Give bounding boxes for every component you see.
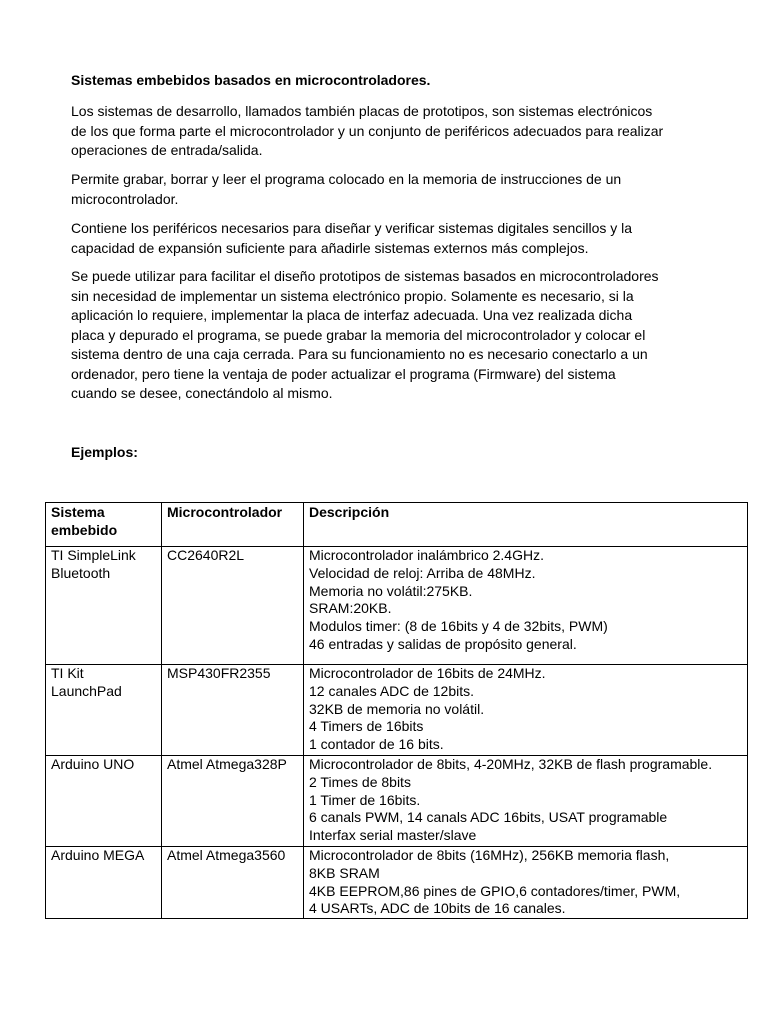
paragraph-line: microcontrolador. [71, 190, 179, 207]
header-text: Sistema [51, 504, 105, 520]
paragraph-line: aplicación lo requiere, implementar la placa de interfaz adecuada. Una vez realizada dicha [71, 307, 633, 323]
cell-text: Modulos timer: (8 de 16bits y 4 de 32bits, PWM) [309, 618, 608, 635]
cell-text: Arduino UNO [51, 756, 135, 772]
paragraph-intro [71, 102, 751, 161]
cell-microcontroller [162, 847, 304, 919]
cell-text: 4KB EEPROM,86 pines de GPIO,6 contadores/timer, PWM, [309, 882, 681, 899]
cell-text: SRAM:20KB. [309, 600, 392, 617]
cell-text: TI Kit [51, 665, 84, 681]
cell-text: 8KB SRAM [309, 864, 380, 881]
paragraph-programming [71, 170, 751, 209]
cell-system [46, 665, 162, 756]
cell-text: 1 Timer de 16bits. [309, 791, 421, 808]
examples-heading: Ejemplos: [71, 444, 138, 460]
cell-text: Atmel Atmega328P [167, 756, 287, 772]
table-row [46, 665, 748, 756]
cell-text: Interfax serial master/slave [309, 827, 477, 844]
table-row [46, 756, 748, 847]
cell-text: Memoria no volátil:275KB. [309, 582, 473, 599]
header-microcontroller [162, 503, 304, 547]
paragraph-line: ordenador, pero tiene la ventaja de poder actualizar el programa (Firmware) del sistema [71, 365, 616, 382]
cell-text: Atmel Atmega3560 [167, 847, 286, 863]
cell-text: Microcontrolador inalámbrico 2.4GHz. [309, 547, 544, 563]
cell-text: 6 canals PWM, 14 canals ADC 16bits, USAT programable [309, 809, 668, 826]
paragraph-line: operaciones de entrada/salida. [71, 142, 263, 158]
cell-text: CC2640R2L [167, 547, 245, 563]
paragraph-line: de los que forma parte el microcontrolador y un conjunto de periféricos adecuados para realizar [71, 122, 664, 139]
cell-text: 12 canales ADC de 12bits. [309, 682, 474, 699]
cell-text: LaunchPad [51, 682, 122, 699]
cell-system [46, 756, 162, 847]
cell-text: 1 contador de 16 bits. [309, 736, 444, 753]
cell-text: Microcontrolador de 8bits, 4-20MHz, 32KB de flash programable. [309, 756, 713, 772]
paragraph-line: sistema dentro de una caja cerrada. Para su funcionamiento no es necesario conectarlo a un [71, 346, 648, 362]
table-row [46, 847, 748, 919]
cell-description [304, 547, 748, 665]
header-system [46, 503, 162, 547]
cell-text: TI SimpleLink [51, 547, 136, 563]
cell-text: Microcontrolador de 16bits de 24MHz. [309, 665, 546, 681]
header-text: Microcontrolador [167, 504, 283, 520]
paragraph-line: Los sistemas de desarrollo, llamados también placas de prototipos, son sistemas electrónicos [71, 103, 653, 119]
cell-text: 32KB de memoria no volátil. [309, 700, 485, 717]
cell-microcontroller [162, 665, 304, 756]
header-text: embebido [51, 521, 118, 538]
cell-microcontroller [162, 756, 304, 847]
cell-text: 46 entradas y salidas de propósito general. [309, 635, 577, 652]
document-title: Sistemas embebidos basados en microcontroladores. [71, 72, 431, 88]
cell-text: 2 Times de 8bits [309, 773, 411, 790]
cell-description [304, 847, 748, 919]
paragraph-line: capacidad de expansión suficiente para añadirle sistemas externos más complejos. [71, 239, 589, 256]
header-text: Descripción [309, 504, 390, 520]
cell-text: Bluetooth [51, 564, 111, 581]
paragraph-line: Se puede utilizar para facilitar el diseño prototipos de sistemas basados en microcontroladores [71, 268, 659, 284]
paragraph-line: sin necesidad de implementar un sistema electrónico propio. Solamente es necesario, si la [71, 287, 634, 304]
paragraph-line: Permite grabar, borrar y leer el programa colocado en la memoria de instrucciones de un [71, 171, 622, 187]
cell-text: 4 USARTs, ADC de 10bits de 16 canales. [309, 900, 566, 917]
header-description [304, 503, 748, 547]
cell-description [304, 665, 748, 756]
table-row [46, 547, 748, 665]
cell-text: Velocidad de reloj: Arriba de 48MHz. [309, 564, 536, 581]
cell-text: Arduino MEGA [51, 847, 145, 863]
paragraph-usage [71, 267, 751, 404]
examples-table [45, 502, 748, 919]
cell-text: 4 Timers de 16bits [309, 718, 424, 735]
table-header-row [46, 503, 748, 547]
cell-text: Microcontrolador de 8bits (16MHz), 256KB memoria flash, [309, 847, 670, 863]
paragraph-line: Contiene los periféricos necesarios para diseñar y verificar sistemas digitales sencillos y la [71, 220, 633, 236]
paragraph-line: cuando se desee, conectándolo al mismo. [71, 385, 333, 401]
cell-description [304, 756, 748, 847]
cell-microcontroller [162, 547, 304, 665]
cell-system [46, 847, 162, 919]
cell-text: MSP430FR2355 [167, 665, 271, 681]
paragraph-line: placa y depurado el programa, se puede grabar la memoria del microcontrolador y colocar el [71, 326, 646, 343]
cell-system [46, 547, 162, 665]
paragraph-peripherals [71, 219, 751, 258]
